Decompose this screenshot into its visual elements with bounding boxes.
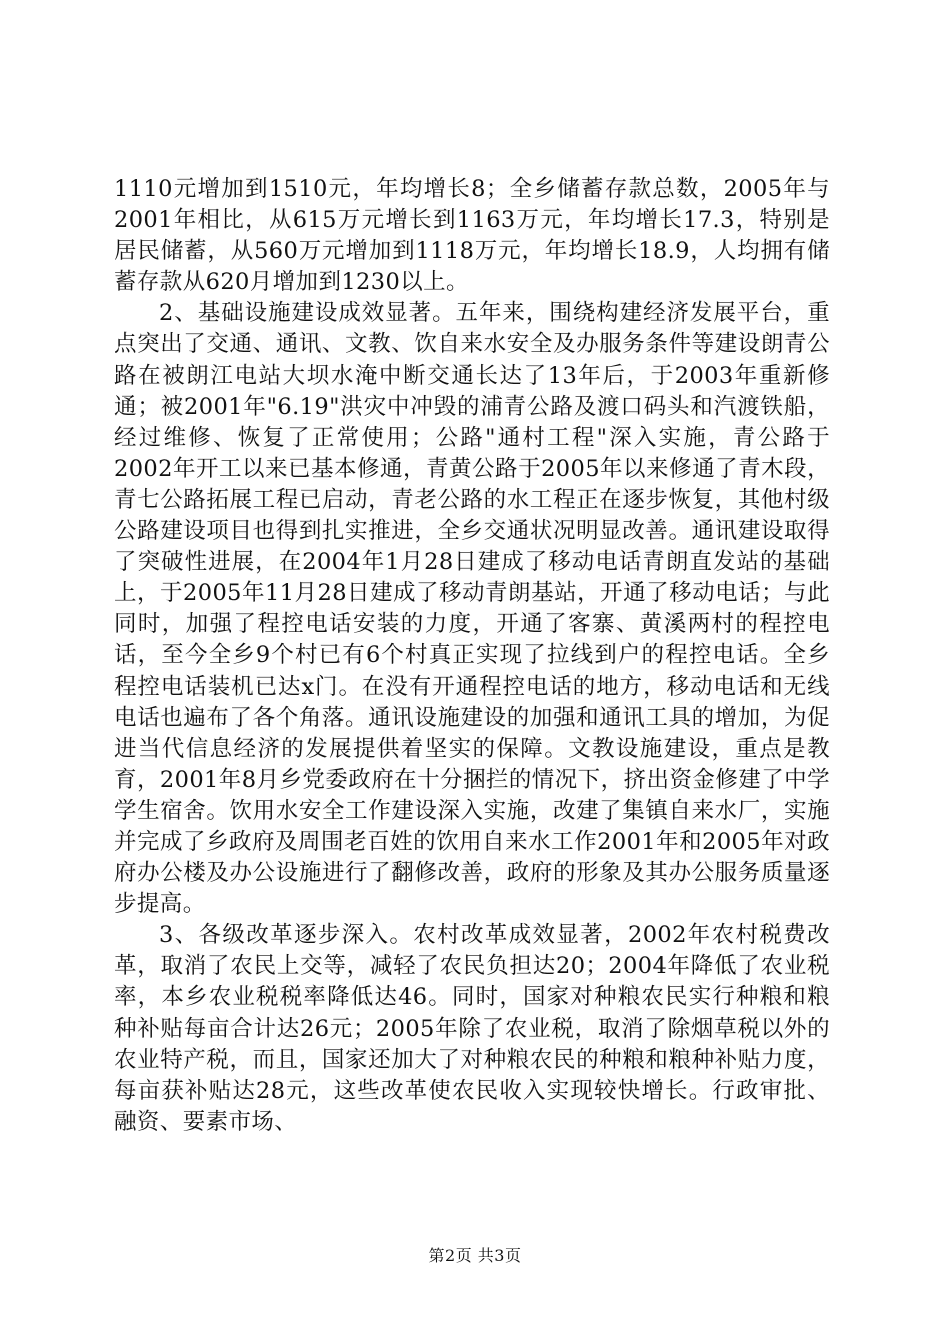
page-footer [0,1243,950,1266]
page-number-indicator: 第2页 共3页 [428,1246,522,1265]
body-text [114,174,830,1138]
paragraph-reform: 3、各级改革逐步深入。农村改革成效显著，2002年农村税费改革，取消了农民上交等，减轻了农民负担达20；2004年降低了农业税率，本乡农业税税率降低达46。同时，国家对种粮农民实行种粮和粮种补贴每亩合计达26元；2005年除了农业税，取消了除烟草税以外的农业特产税，而且，国家还加大了对种粮农民的种粮和粮种补贴力度，每亩获补贴达28元，这些改革使农民收入实现较快增长。行政审批、融资、要素市场、 [114,922,830,1135]
paragraph-infrastructure: 2、基础设施建设成效显著。五年来，围绕构建经济发展平台，重点突出了交通、通讯、文教、饮自来水安全及办服务条件等建设朗青公路在被朗江电站大坝水淹中断交通长达了13年后，于2003年重新修通；被2001年"6.19"洪灾中冲毁的浦青公路及渡口码头和汽渡铁船，经过维修、恢复了正常使用；公路"通村工程"深入实施，青公路于2002年开工以来已基本修通，青黄公路于2005年以来修通了青木段，青七公路拓展工程已启动，青老公路的水工程正在逐步恢复，其他村级公路建设项目也得到扎实推进，全乡交通状况明显改善。通讯建设取得了突破性进展，在2004年1月28日建成了移动电话青朗直发站的基础上，于2005年11月28日建成了移动青朗基站，开通了移动电话；与此同时，加强了程控电话安装的力度，开通了客寨、黄溪两村的程控电话，至今全乡9个村已有6个村真正实现了拉线到户的程控电话。全乡程控电话装机已达x门。在没有开通程控电话的地方，移动电话和无线电话也遍布了各个角落。通讯设施建设的加强和通讯工具的增加，为促进当代信息经济的发展提供着坚实的保障。文教设施建设，重点是教育，2001年8月乡党委政府在十分捆拦的情况下，挤出资金修建了中学学生宿舍。饮用水安全工作建设深入实施，改建了集镇自来水厂，实施并完成了乡政府及周围老百姓的饮用自来水工作2001年和2005年对政府办公楼及办公设施进行了翻修改善，政府的形象及其办公服务质量逐步提高。 [114,300,830,918]
paragraph-savings-continued: 1110元增加到1510元，年均增长8；全乡储蓄存款总数，2005年与2001年相比，从615万元增长到1163万元，年均增长17.3，特别是居民储蓄，从560万元增加到1118万元，年均增长18.9，人均拥有储蓄存款从620月增加到1230以上。 [114,176,830,296]
